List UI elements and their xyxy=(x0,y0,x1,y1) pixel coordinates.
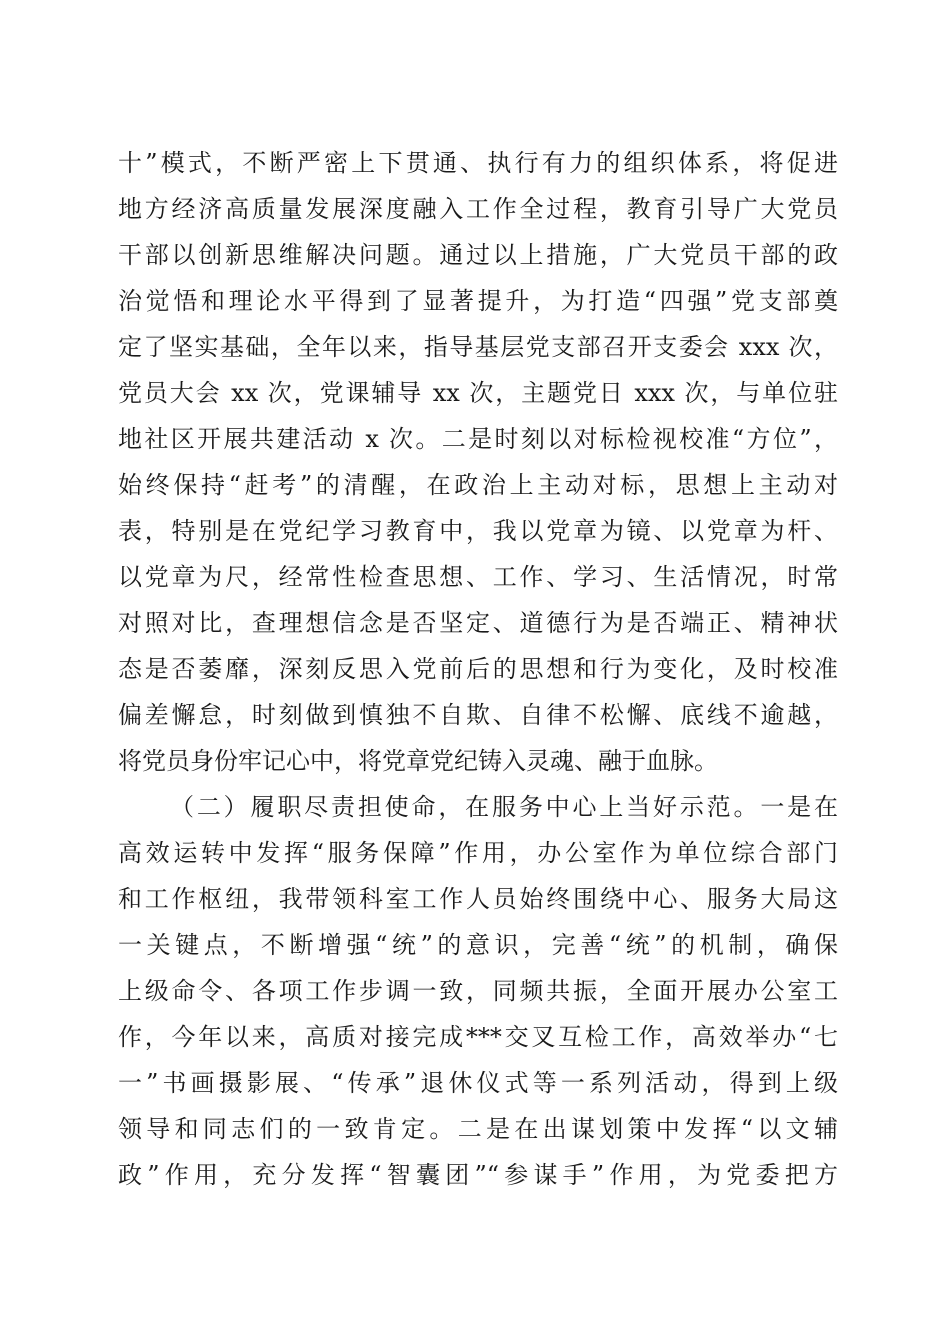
text-line: 定了坚实基础，全年以来，指导基层党支部召开支委会 xxx 次， xyxy=(118,333,838,361)
text-line: 表，特别是在党纪学习教育中，我以党章为镜、以党章为杆、 xyxy=(118,517,838,545)
text-line: 干部以创新思维解决问题。通过以上措施，广大党员干部的政 xyxy=(118,241,838,269)
text-line: 地社区开展共建活动 x 次。二是时刻以对标检视校准“方位”， xyxy=(118,425,838,453)
text-line: 始终保持“赶考”的清醒，在政治上主动对标，思想上主动对 xyxy=(118,471,838,499)
text-line: 以党章为尺，经常性检查思想、工作、学习、生活情况，时常 xyxy=(118,563,838,591)
paragraph-end-line: 将党员身份牢记心中，将党章党纪铸入灵魂、融于血脉。 xyxy=(118,747,718,775)
text-line: 作，今年以来，高质对接完成***交叉互检工作，高效举办“七 xyxy=(118,1023,838,1051)
section-heading-line: （二）履职尽责担使命，在服务中心上当好示范。一是在 xyxy=(170,793,838,821)
text-line: 政”作用，充分发挥“智囊团”“参谋手”作用，为党委把方 xyxy=(118,1161,838,1189)
text-line: 一”书画摄影展、“传承”退休仪式等一系列活动，得到上级 xyxy=(118,1069,838,1097)
text-line: 偏差懈怠，时刻做到慎独不自欺、自律不松懈、底线不逾越， xyxy=(118,701,838,729)
body-text xyxy=(118,140,838,1198)
text-line: 态是否萎靡，深刻反思入党前后的思想和行为变化，及时校准 xyxy=(118,655,838,683)
text-line: 治觉悟和理论水平得到了显著提升，为打造“四强”党支部奠 xyxy=(118,287,838,315)
text-line: 十”模式，不断严密上下贯通、执行有力的组织体系，将促进 xyxy=(118,149,838,177)
text-line: 党员大会 xx 次，党课辅导 xx 次，主题党日 xxx 次，与单位驻 xyxy=(118,379,838,407)
text-line: 上级命令、各项工作步调一致，同频共振，全面开展办公室工 xyxy=(118,977,838,1005)
text-line: 对照对比，查理想信念是否坚定、道德行为是否端正、精神状 xyxy=(118,609,838,637)
text-line: 和工作枢纽，我带领科室工作人员始终围绕中心、服务大局这 xyxy=(118,885,838,913)
text-line: 地方经济高质量发展深度融入工作全过程，教育引导广大党员 xyxy=(118,195,838,223)
text-line: 一关键点，不断增强“统”的意识，完善“统”的机制，确保 xyxy=(118,931,838,959)
text-line: 领导和同志们的一致肯定。二是在出谋划策中发挥“以文辅 xyxy=(118,1115,838,1143)
text-line: 高效运转中发挥“服务保障”作用，办公室作为单位综合部门 xyxy=(118,839,838,867)
